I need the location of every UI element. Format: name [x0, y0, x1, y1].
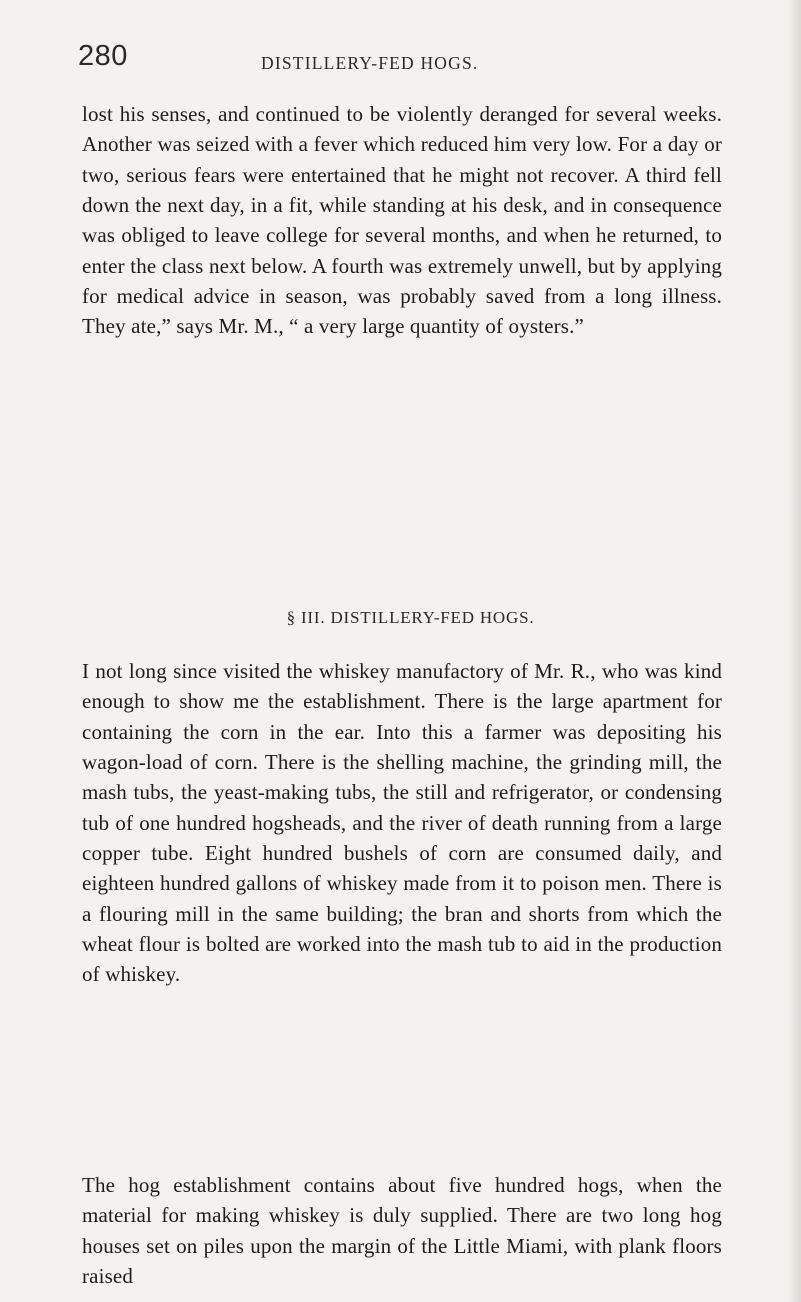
paragraph-hog-establishment: The hog establishment contains about five hundred hogs, when the material for making whiskey is duly supplied. There are two long hog houses set on piles upon the margin of the Little Miami, with plank floors raised [82, 1173, 722, 1289]
page-edge-shadow [787, 0, 801, 1302]
paragraph-whiskey-manufactory: I not long since visited the whiskey manufactory of Mr. R., who was kind enough to show me the establishment. There is the large apartment for containing the corn in the ear. Into this a farmer was depositing his wagon-load of corn. There is the shelling machine, the grinding mill, the mash tubs, the yeast-making tubs, the still and refrigerator, or condensing tub of one hundred hogsheads, and the river of death running from a large copper tube. Eight hundred bushels of corn are consumed daily, and eighteen hundred gallons of whiskey made from it to poison men. There is a flouring mill in the same building; the bran and shorts from which the wheat flour is bolted are worked into the mash tub to aid in the production of whiskey. [82, 659, 722, 987]
page-number: 280 [78, 40, 128, 72]
paragraph-continued: lost his senses, and continued to be violently deranged for several weeks. Another was seized with a fever which reduced him very low. For a day or two, serious fears were entertained that he might not recover. A third fell down the next day, in a fit, while standing at his desk, and in consequence was obliged to leave college for several months, and when he returned, to enter the class next below. A fourth was extremely unwell, but by applying for medical advice in season, was probably saved from a long illness. They ate,” says Mr. M., “ a very large quantity of oysters.” [82, 102, 722, 339]
section-heading: § III. DISTILLERY-FED HOGS. [286, 608, 535, 627]
running-head [78, 40, 738, 80]
running-title: DISTILLERY-FED HOGS. [261, 53, 479, 73]
